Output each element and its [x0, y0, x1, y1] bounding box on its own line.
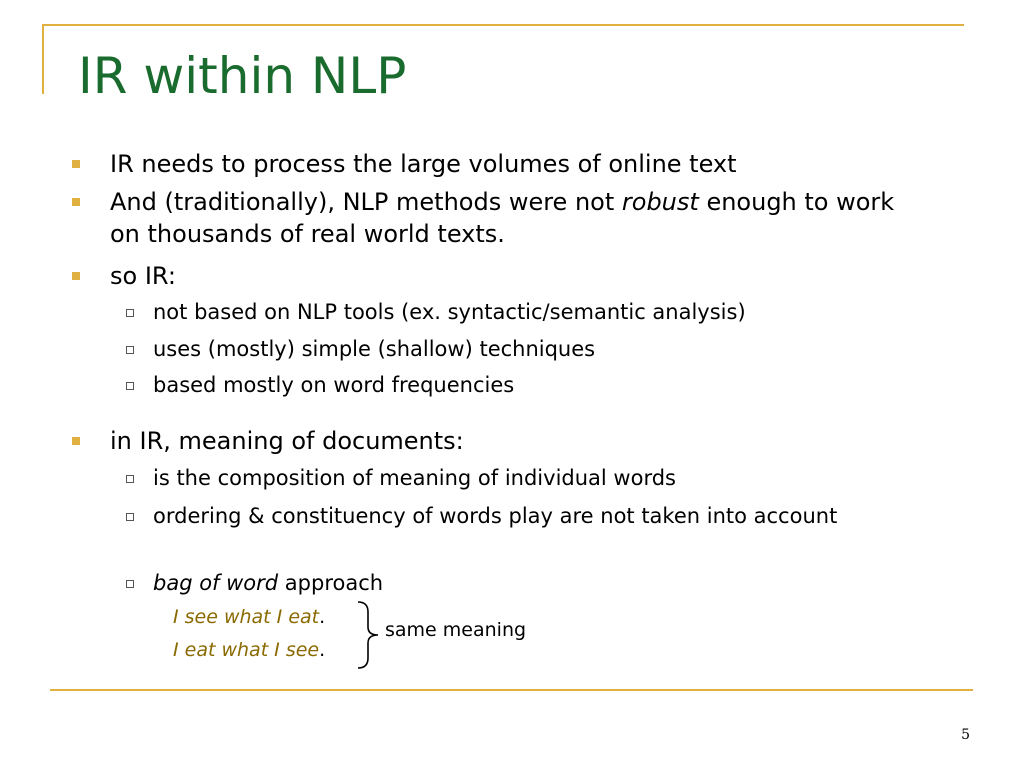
- sub-bullet-text: not based on NLP tools (ex. syntactic/semantic analysis): [153, 300, 746, 324]
- bullet-emphasis: robust: [621, 188, 699, 216]
- curly-brace-icon: [354, 600, 382, 670]
- example-period: .: [319, 639, 326, 661]
- bullet-marker: [72, 437, 80, 445]
- sub-bullet-item: [153, 370, 953, 400]
- sub-bullet-marker: [126, 513, 134, 521]
- sub-bullet-text: is the composition of meaning of individual words: [153, 466, 676, 490]
- sub-bullet-marker: [126, 475, 134, 483]
- bullet-item: [110, 260, 930, 292]
- sub-bullet-marker: [126, 580, 134, 588]
- sub-bullet-item: [153, 501, 853, 531]
- example-line: [173, 637, 325, 663]
- bullet-text: IR needs to process the large volumes of online text: [110, 150, 737, 178]
- example-text: I see what I eat: [173, 606, 320, 628]
- sub-bullet-marker: [126, 346, 134, 354]
- bullet-text: in IR, meaning of documents:: [110, 427, 464, 455]
- bullet-item: [110, 148, 930, 180]
- sub-bullet-emphasis: bag of word: [153, 571, 279, 595]
- sub-bullet-marker: [126, 382, 134, 390]
- bullet-marker: [72, 198, 80, 206]
- sub-bullet-item: [153, 297, 953, 327]
- example-line: [173, 604, 325, 630]
- bullet-text: enough to work on thousands of real world texts.: [110, 188, 895, 248]
- bullet-marker: [72, 160, 80, 168]
- sub-bullet-text: based mostly on word frequencies: [153, 373, 515, 397]
- sub-bullet-text: uses (mostly) simple (shallow) techniques: [153, 337, 596, 361]
- sub-bullet-marker: [126, 309, 134, 317]
- bullet-text: And (traditionally), NLP methods were not: [110, 188, 622, 216]
- sub-bullet-item: [153, 568, 953, 598]
- bullet-item: [110, 186, 930, 250]
- example-text: I eat what I see: [173, 639, 320, 661]
- bullet-item: [110, 425, 930, 457]
- example-period: .: [319, 606, 326, 628]
- sub-bullet-text: approach: [278, 571, 384, 595]
- bullet-text: so IR:: [110, 262, 176, 290]
- slide-title: IR within NLP: [78, 47, 407, 105]
- sub-bullet-text: ordering & constituency of words play are not taken into account: [153, 504, 838, 528]
- sub-bullet-item: [153, 463, 953, 493]
- bullet-marker: [72, 272, 80, 280]
- page-number: 5: [961, 727, 970, 743]
- sub-bullet-item: [153, 334, 953, 364]
- brace-label: same meaning: [385, 619, 527, 641]
